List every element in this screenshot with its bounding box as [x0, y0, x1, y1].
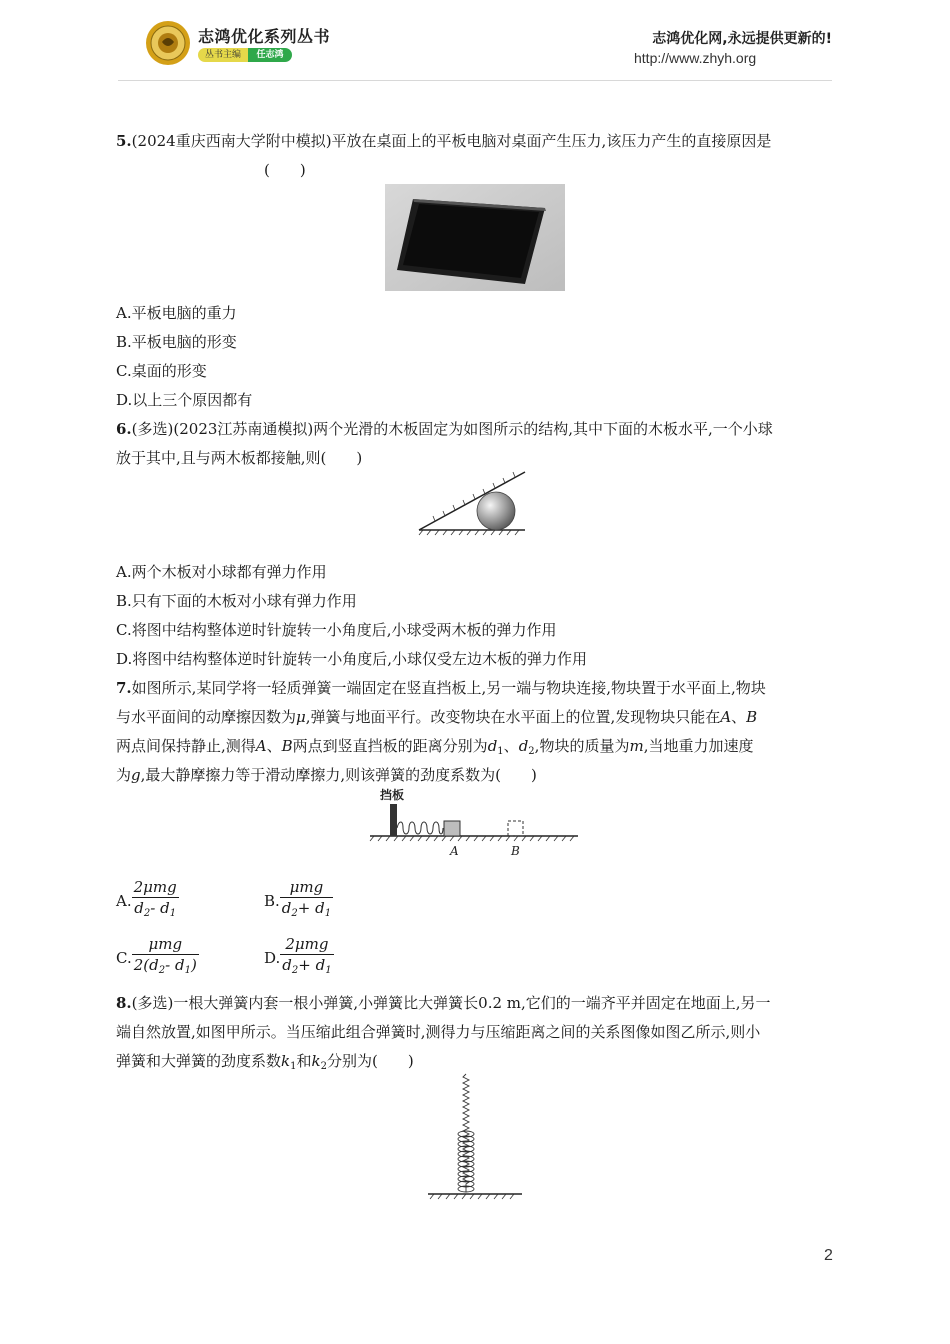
- site-url-link[interactable]: http://www.zhyh.org: [634, 50, 757, 66]
- q5-option-b: B.平板电脑的形变: [116, 333, 237, 351]
- q8-line3-part3: 分别为( ): [326, 1052, 414, 1070]
- q7-symbol-g: g: [131, 766, 141, 784]
- q7-line4-part1: 为: [116, 766, 132, 784]
- q7-line2-part2: ,弹簧与地面平行。改变物块在水平面上的位置,发现物块只能在: [305, 708, 721, 726]
- q7-option-a-numerator: 2μmg: [133, 878, 177, 896]
- q6-text-line2: 放于其中,且与两木板都接触,则( ): [116, 449, 363, 467]
- q7-line3-part1: 两点间保持静止,测得: [116, 737, 256, 755]
- editor-label: 丛书主编: [198, 48, 248, 62]
- q7-option-c-fraction: [132, 934, 199, 981]
- header-divider: [118, 80, 832, 81]
- q7-option-c-numerator: μmg: [148, 935, 183, 953]
- q7-option-b-label: B.: [264, 891, 280, 910]
- q7-option-b-denominator: $d_2+ d_1$: [280, 897, 333, 924]
- q8-subscript-1: 1: [290, 1061, 297, 1072]
- q8-text-line2: 端自然放置,如图甲所示。当压缩此组合弹簧时,测得力与压缩距离之间的关系图像如图乙所示,则小: [116, 1023, 761, 1041]
- q5-stem: [116, 131, 771, 151]
- q8-number: 8.: [116, 994, 132, 1012]
- q7-line3-part3: ,物块的质量为: [534, 737, 630, 755]
- q7-line3-part2: 两点到竖直挡板的距离分别为: [292, 737, 488, 755]
- tablet-photo: [385, 184, 565, 291]
- q7-option-b-numerator: μmg: [289, 878, 324, 896]
- q7-option-b-fraction: [280, 877, 333, 924]
- q7-separator: 、: [503, 737, 519, 755]
- q7-text-line3: [116, 736, 753, 762]
- q8-stem: [116, 993, 771, 1013]
- q8-text-line1: (多选)一根大弹簧内套一根小弹簧,小弹簧比大弹簧长0.2 m,它们的一端齐平并固定在地面上,另一: [131, 994, 771, 1012]
- q7-point-b-label: B: [511, 844, 520, 858]
- q7-option-c-label: C.: [116, 948, 132, 967]
- q7-text-line2: [116, 707, 757, 727]
- q6-option-b: B.只有下面的木板对小球有弹力作用: [116, 592, 357, 610]
- editor-badge: [198, 48, 292, 62]
- q7-symbol-mu: μ: [296, 708, 306, 726]
- q5-option-c: C.桌面的形变: [116, 362, 207, 380]
- q7-symbol-b: B: [746, 708, 758, 726]
- q7-point-a-label: A: [450, 844, 459, 858]
- q7-line3-part4: ,当地重力加速度: [643, 737, 754, 755]
- q7-board-label: 挡板: [380, 788, 405, 802]
- q7-number: 7.: [116, 679, 132, 697]
- q7-option-d-numerator: 2μmg: [285, 935, 329, 953]
- q8-text-line3: [116, 1051, 414, 1077]
- q7-separator: 、: [731, 708, 747, 726]
- q6-number: 6.: [116, 420, 132, 438]
- q5-text-line1: (2024重庆西南大学附中模拟)平放在桌面上的平板电脑对桌面产生压力,该压力产生的直接原因是: [131, 132, 772, 150]
- q6-ball-boards-figure: [415, 468, 530, 536]
- q7-symbol-d: d: [518, 737, 529, 755]
- q8-nested-springs-figure: [426, 1072, 524, 1202]
- q5-option-d: D.以上三个原因都有: [116, 391, 253, 409]
- q7-spring-block-figure: [368, 784, 580, 860]
- q6-option-c: C.将图中结构整体逆时针旋转一小角度后,小球受两木板的弹力作用: [116, 621, 557, 639]
- q7-text-line4: [116, 765, 537, 785]
- q7-option-d-label: D.: [264, 948, 281, 967]
- q8-line3-part1: 弹簧和大弹簧的劲度系数: [116, 1052, 282, 1070]
- q7-option-a-fraction: [132, 877, 179, 924]
- q6-stem: [116, 419, 773, 439]
- q7-line2-part1: 与水平面间的动摩擦因数为: [116, 708, 297, 726]
- q7-symbol-b: B: [281, 737, 293, 755]
- q7-option-a: [116, 877, 179, 924]
- q8-subscript-2: 2: [320, 1061, 327, 1072]
- q7-option-d-denominator: $d_2+ d_1$: [280, 954, 333, 981]
- q7-text-line1: 如图所示,某同学将一轻质弹簧一端固定在竖直挡板上,另一端与物块连接,物块置于水平面上,物块: [131, 679, 766, 697]
- q8-symbol-k: k: [281, 1052, 291, 1070]
- q7-symbol-m: m: [629, 737, 644, 755]
- q5-answer-blank: ( ): [264, 161, 306, 179]
- q8-line3-part2: 和: [296, 1052, 312, 1070]
- q7-option-c-denominator: $2(d_2-$ $d_1$): [132, 954, 199, 981]
- q6-option-a: A.两个木板对小球都有弹力作用: [116, 563, 327, 581]
- page-header: [0, 0, 950, 82]
- q7-option-b: [264, 877, 333, 924]
- q7-option-d-fraction: [280, 934, 333, 981]
- q6-text-line1: (多选)(2023江苏南通模拟)两个光滑的木板固定为如图所示的结构,其中下面的木板水平,一个小球: [131, 420, 773, 438]
- q7-subscript-2: 2: [528, 746, 535, 757]
- q7-separator: 、: [266, 737, 282, 755]
- q5-option-a: A.平板电脑的重力: [116, 304, 237, 322]
- seal-logo-icon: [145, 20, 191, 66]
- editor-name: 任志鸿: [248, 48, 292, 62]
- q7-option-d: [264, 934, 334, 981]
- q7-line4-part2: ,最大静摩擦力等于滑动摩擦力,则该弹簧的劲度系数为( ): [140, 766, 537, 784]
- series-title: 志鸿优化系列丛书: [198, 27, 331, 46]
- q8-symbol-k: k: [311, 1052, 321, 1070]
- q7-stem: [116, 678, 766, 698]
- q7-option-a-label: A.: [116, 891, 132, 910]
- q7-symbol-a: A: [720, 708, 732, 726]
- q7-symbol-a: A: [255, 737, 267, 755]
- q5-number: 5.: [116, 132, 132, 150]
- q7-subscript-1: 1: [497, 746, 504, 757]
- q7-symbol-d: d: [487, 737, 498, 755]
- page-number: 2: [824, 1247, 833, 1264]
- q7-option-c: [116, 934, 199, 981]
- q6-option-d: D.将图中结构整体逆时针旋转一小角度后,小球仅受左边木板的弹力作用: [116, 650, 588, 668]
- header-slogan: 志鸿优化网,永远提供更新的!: [652, 31, 832, 47]
- q7-option-a-denominator: $d_2-$ $d_1$: [132, 897, 179, 924]
